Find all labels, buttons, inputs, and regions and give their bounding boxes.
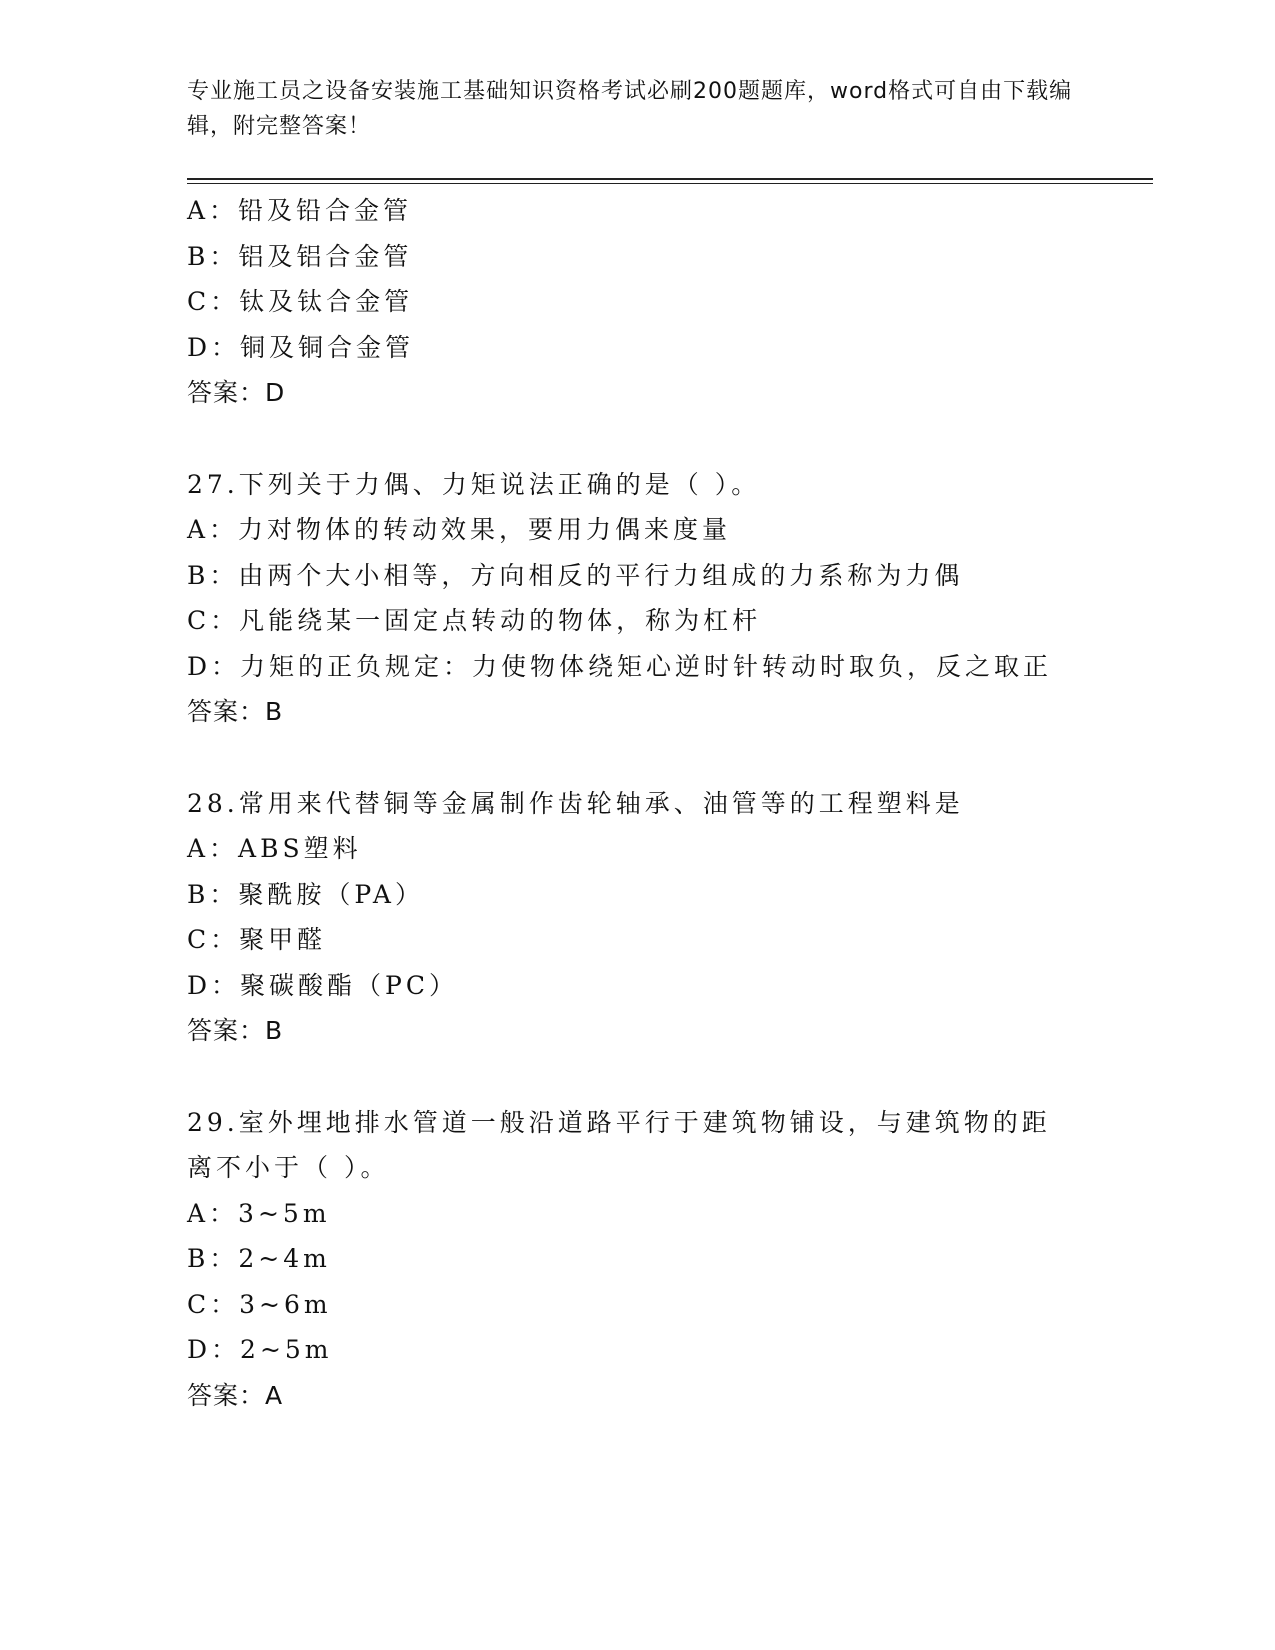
question-title: 29.室外埋地排水管道一般沿道路平行于建筑物铺设，与建筑物的距离不小于（ ）。 xyxy=(187,1107,1051,1182)
option-c: C：3~6m xyxy=(187,1289,332,1319)
document-page xyxy=(187,0,1147,1650)
option-c: C：凡能绕某一固定点转动的物体，称为杠杆 xyxy=(187,606,762,635)
question-29 xyxy=(187,1100,1147,1419)
document-header: 专业施工员之设备安装施工基础知识资格考试必刷200题题库，word格式可自由下载编辑，附完整答案！ xyxy=(187,79,1073,139)
option-d: D：2~5m xyxy=(187,1335,333,1364)
answer-line: 答案：B xyxy=(187,697,284,726)
option-d: D：铜及铜合金管 xyxy=(187,332,415,362)
option-c: C：聚甲醛 xyxy=(187,925,327,954)
question-title: 28.常用来代替铜等金属制作齿轮轴承、油管等的工程塑料是 xyxy=(187,788,964,818)
option-a: A：3~5m xyxy=(187,1198,331,1228)
option-a: A：铅及铅合金管 xyxy=(187,196,413,225)
option-c: C：钛及钛合金管 xyxy=(187,287,414,316)
answer-line: 答案：B xyxy=(187,1016,284,1045)
answer-line: 答案：A xyxy=(187,1380,284,1410)
option-b: B：2~4m xyxy=(187,1244,331,1273)
option-d: D：力矩的正负规定：力使物体绕矩心逆时针转动时取负，反之取正 xyxy=(187,651,1053,681)
question-26-partial xyxy=(187,188,1147,416)
option-d: D：聚碳酸酯（PC） xyxy=(187,970,458,1000)
option-b: B：由两个大小相等，方向相反的平行力组成的力系称为力偶 xyxy=(187,560,964,590)
answer-line: 答案：D xyxy=(187,378,286,407)
header-divider xyxy=(187,178,1153,184)
option-a: A：力对物体的转动效果，要用力偶来度量 xyxy=(187,515,732,544)
question-list xyxy=(187,188,1147,1418)
option-a: A：ABS塑料 xyxy=(187,834,362,863)
question-27 xyxy=(187,462,1147,735)
option-b: B：聚酰胺（PA） xyxy=(187,879,424,909)
option-b: B：铝及铝合金管 xyxy=(187,241,413,271)
question-28 xyxy=(187,781,1147,1054)
question-title: 27.下列关于力偶、力矩说法正确的是（ ）。 xyxy=(187,469,761,499)
